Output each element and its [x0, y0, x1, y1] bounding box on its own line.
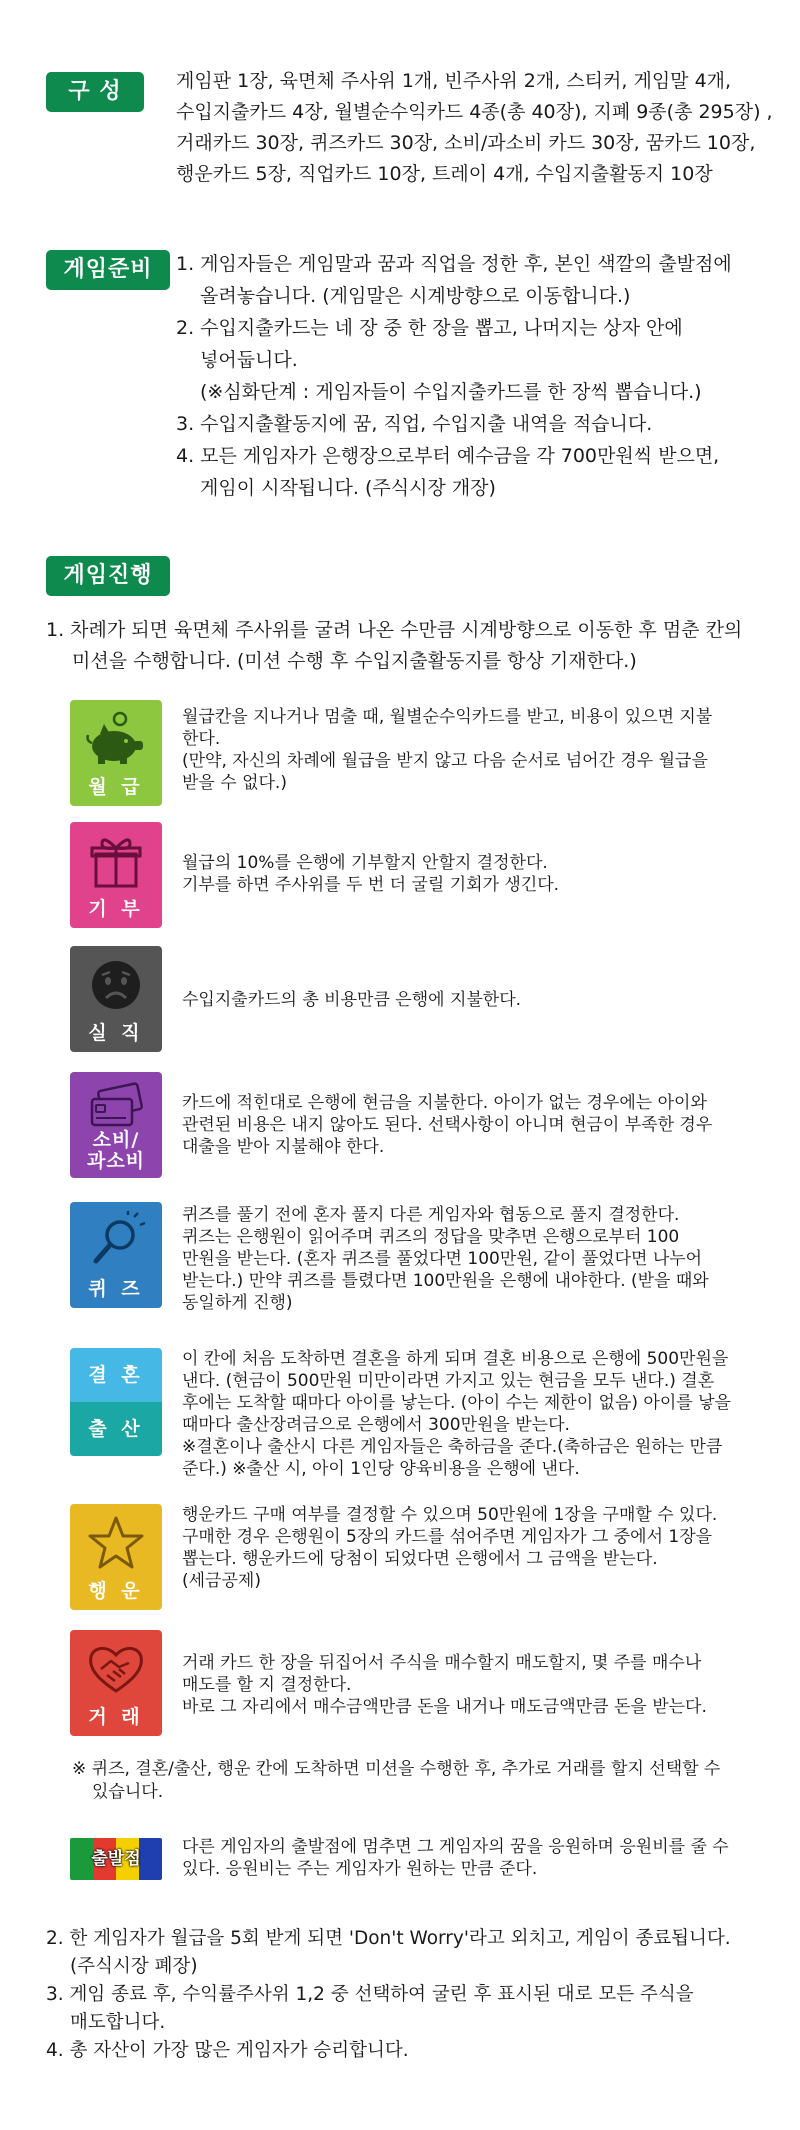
tile-luck	[70, 1504, 162, 1610]
tile-salary	[70, 700, 162, 806]
tile-spending-label-line: 과소비	[86, 1150, 146, 1172]
tile-donation	[70, 822, 162, 928]
progress-label: 게임진행	[46, 556, 170, 596]
progress-intro	[46, 615, 786, 677]
desc-line: 있다. 응원비는 주는 게임자가 원하는 만큼 준다.	[182, 1859, 538, 1879]
note-line: ※ 퀴즈, 결혼/출산, 행운 칸에 도착하면 미션을 수행한 후, 추가로 거래를 할지 선택할 수	[72, 1759, 721, 1779]
desc-line: 거래 카드 한 장을 뒤집어서 주식을 매수할지 매도할지, 몇 주를 매수나	[182, 1653, 702, 1673]
desc-line: 구매한 경우 은행원이 5장의 카드를 섞어주면 게임자가 그 중에서 1장을	[182, 1527, 713, 1547]
components-line: 수입지출카드 4장, 월별순수익카드 4종(총 40장), 지폐 9종(총 295장) ,	[176, 101, 773, 123]
tile-marriage-birth-desc	[182, 1348, 752, 1480]
tile-donation-label: 기 부	[88, 898, 144, 920]
desc-line: 뽑는다. 행운카드에 당첨이 되었다면 은행에서 그 금액을 받는다.	[182, 1549, 658, 1569]
desc-line: 받는다.) 만약 퀴즈를 틀렸다면 100만원을 은행에 내야한다. (받을 때와	[182, 1271, 709, 1291]
outro-line: (주식시장 폐장)	[70, 1956, 198, 1977]
tile-marriage-birth	[70, 1348, 162, 1456]
desc-line: 다른 게임자의 출발점에 멈추면 그 게임자의 꿈을 응원하며 응원비를 줄 수	[182, 1837, 729, 1857]
prep-line: 4. 모든 게임자가 은행장으로부터 예수금을 각 700만원씩 받으면,	[176, 445, 720, 467]
desc-line: 낸다. (현금이 500만원 미만이라면 가지고 있는 현금을 모두 낸다.) 결혼	[182, 1371, 715, 1391]
tile-unemployment-label: 실 직	[88, 1022, 144, 1044]
desc-line: 행운카드 구매 여부를 결정할 수 있으며 50만원에 1장을 구매할 수 있다.	[182, 1505, 718, 1525]
note-line: 있습니다.	[92, 1782, 164, 1802]
prep-line: 1. 게임자들은 게임말과 꿈과 직업을 정한 후, 본인 색깔의 출발점에	[176, 253, 732, 275]
components-list	[176, 66, 776, 190]
components-line: 게임판 1장, 육면체 주사위 1개, 빈주사위 2개, 스티커, 게임말 4개,	[176, 70, 732, 92]
progress-outro	[46, 1925, 791, 2065]
desc-line: 동일하게 진행)	[182, 1293, 293, 1313]
tile-donation-desc	[182, 852, 752, 896]
tile-quiz-desc	[182, 1204, 752, 1314]
start-point-desc	[182, 1836, 752, 1880]
prep-label: 게임준비	[46, 250, 170, 290]
prep-line: 넣어둡니다.	[200, 349, 298, 371]
desc-line: 퀴즈는 은행원이 읽어주며 퀴즈의 정답을 맞추면 은행으로부터 100	[182, 1227, 680, 1247]
prep-line: 2. 수입지출카드는 네 장 중 한 장을 뽑고, 나머지는 상자 안에	[176, 317, 683, 339]
tile-quiz-label: 퀴 즈	[88, 1278, 144, 1300]
desc-line: 기부를 하면 주사위를 두 번 더 굴릴 기회가 생긴다.	[182, 875, 560, 895]
tile-marriage-top: 결 혼	[70, 1348, 162, 1402]
tile-luck-label: 행 운	[88, 1580, 144, 1602]
desc-line: 때마다 출산장려금으로 은행에서 300만원을 받는다.	[182, 1415, 570, 1435]
desc-line: 만원을 받는다. (혼자 퀴즈를 풀었다면 100만원, 같이 풀었다면 나누어	[182, 1249, 703, 1269]
prep-line: 게임이 시작됩니다. (주식시장 개장)	[200, 477, 496, 499]
progress-intro-line: 1. 차례가 되면 육면체 주사위를 굴려 나온 수만큼 시계방향으로 이동한 후 멈춘 칸의	[46, 619, 743, 641]
tile-quiz	[70, 1202, 162, 1308]
tile-spending	[70, 1072, 162, 1178]
tile-unemployment	[70, 946, 162, 1052]
prep-line: 3. 수입지출활동지에 꿈, 직업, 수입지출 내역을 적습니다.	[176, 413, 653, 435]
desc-line: 준다.) ※출산 시, 아이 1인당 양육비용을 은행에 낸다.	[182, 1459, 580, 1479]
tile-salary-label: 월 급	[88, 776, 144, 798]
trade-note	[72, 1758, 772, 1804]
star-icon	[70, 1512, 162, 1574]
desc-line: 한다.	[182, 729, 221, 749]
tile-birth-bottom: 출 산	[70, 1402, 162, 1456]
start-point-label: 출발점	[91, 1849, 141, 1869]
desc-line: ※결혼이나 출산시 다른 게임자들은 축하금을 준다.(축하금은 원하는 만큼	[182, 1437, 723, 1457]
piggy-bank-icon	[70, 708, 162, 770]
outro-line: 2. 한 게임자가 월급을 5회 받게 되면 'Don't Worry'라고 외치고, 게임이 종료됩니다.	[46, 1928, 731, 1949]
gift-icon	[70, 830, 162, 892]
desc-line: 수입지출카드의 총 비용만큼 은행에 지불한다.	[182, 990, 522, 1010]
tile-spending-label-line: 소비/	[92, 1129, 140, 1151]
tile-luck-desc	[182, 1504, 752, 1592]
desc-line: 후에는 도착할 때마다 아이를 낳는다. (아이 수는 제한이 없음) 아이를 낳을	[182, 1393, 731, 1413]
desc-line: (세금공제)	[182, 1571, 261, 1591]
prep-line: 올려놓습니다. (게임말은 시계방향으로 이동합니다.)	[200, 285, 631, 307]
tile-trade-desc	[182, 1652, 752, 1718]
outro-line: 4. 총 자산이 가장 많은 게임자가 승리합니다.	[46, 2040, 409, 2061]
desc-line: 퀴즈를 풀기 전에 혼자 풀지 다른 게임자와 협동으로 풀지 결정한다.	[182, 1205, 680, 1225]
prep-line: (※심화단계 : 게임자들이 수입지출카드를 한 장씩 뽑습니다.)	[200, 381, 702, 403]
desc-line: 관련된 비용은 내지 않아도 된다. 선택사항이 아니며 현금이 부족한 경우	[182, 1115, 713, 1135]
outro-line: 매도합니다.	[70, 2012, 166, 2033]
components-line: 거래카드 30장, 퀴즈카드 30장, 소비/과소비 카드 30장, 꿈카드 10장,	[176, 132, 756, 154]
tile-spending-desc	[182, 1092, 752, 1158]
desc-line: 카드에 적힌대로 은행에 현금을 지불한다. 아이가 없는 경우에는 아이와	[182, 1093, 707, 1113]
desc-line: 매도를 할 지 결정한다.	[182, 1675, 352, 1695]
desc-line: (만약, 자신의 차례에 월급을 받지 않고 다음 순서로 넘어간 경우 월급을	[182, 751, 708, 771]
components-label: 구 성 품	[46, 72, 144, 112]
desc-line: 이 칸에 처음 도착하면 결혼을 하게 되며 결혼 비용으로 은행에 500만원을	[182, 1349, 729, 1369]
desc-line: 받을 수 없다.)	[182, 773, 287, 793]
tile-trade	[70, 1630, 162, 1736]
tile-unemployment-desc	[182, 989, 752, 1011]
prep-list	[176, 248, 776, 504]
tile-trade-label: 거 래	[88, 1706, 144, 1728]
tile-spending-label	[70, 1130, 162, 1172]
outro-line: 3. 게임 종료 후, 수익률주사위 1,2 중 선택하여 굴린 후 표시된 대로 모든 주식을	[46, 1984, 694, 2005]
desc-line: 바로 그 자리에서 매수금액만큼 돈을 내거나 매도금액만큼 돈을 받는다.	[182, 1697, 707, 1717]
start-point-tile	[70, 1838, 162, 1880]
desc-line: 월급칸을 지나거나 멈출 때, 월별순수익카드를 받고, 비용이 있으면 지불	[182, 707, 713, 727]
tile-salary-desc	[182, 706, 752, 794]
progress-intro-line: 미션을 수행합니다. (미션 수행 후 수입지출활동지를 항상 기재한다.)	[72, 650, 637, 672]
components-line: 행운카드 5장, 직업카드 10장, 트레이 4개, 수입지출활동지 10장	[176, 163, 713, 185]
desc-line: 대출을 받아 지불해야 한다.	[182, 1137, 385, 1157]
magnifier-icon	[70, 1210, 162, 1272]
sad-face-icon	[70, 954, 162, 1016]
desc-line: 월급의 10%를 은행에 기부할지 안할지 결정한다.	[182, 853, 548, 873]
handshake-icon	[70, 1638, 162, 1700]
